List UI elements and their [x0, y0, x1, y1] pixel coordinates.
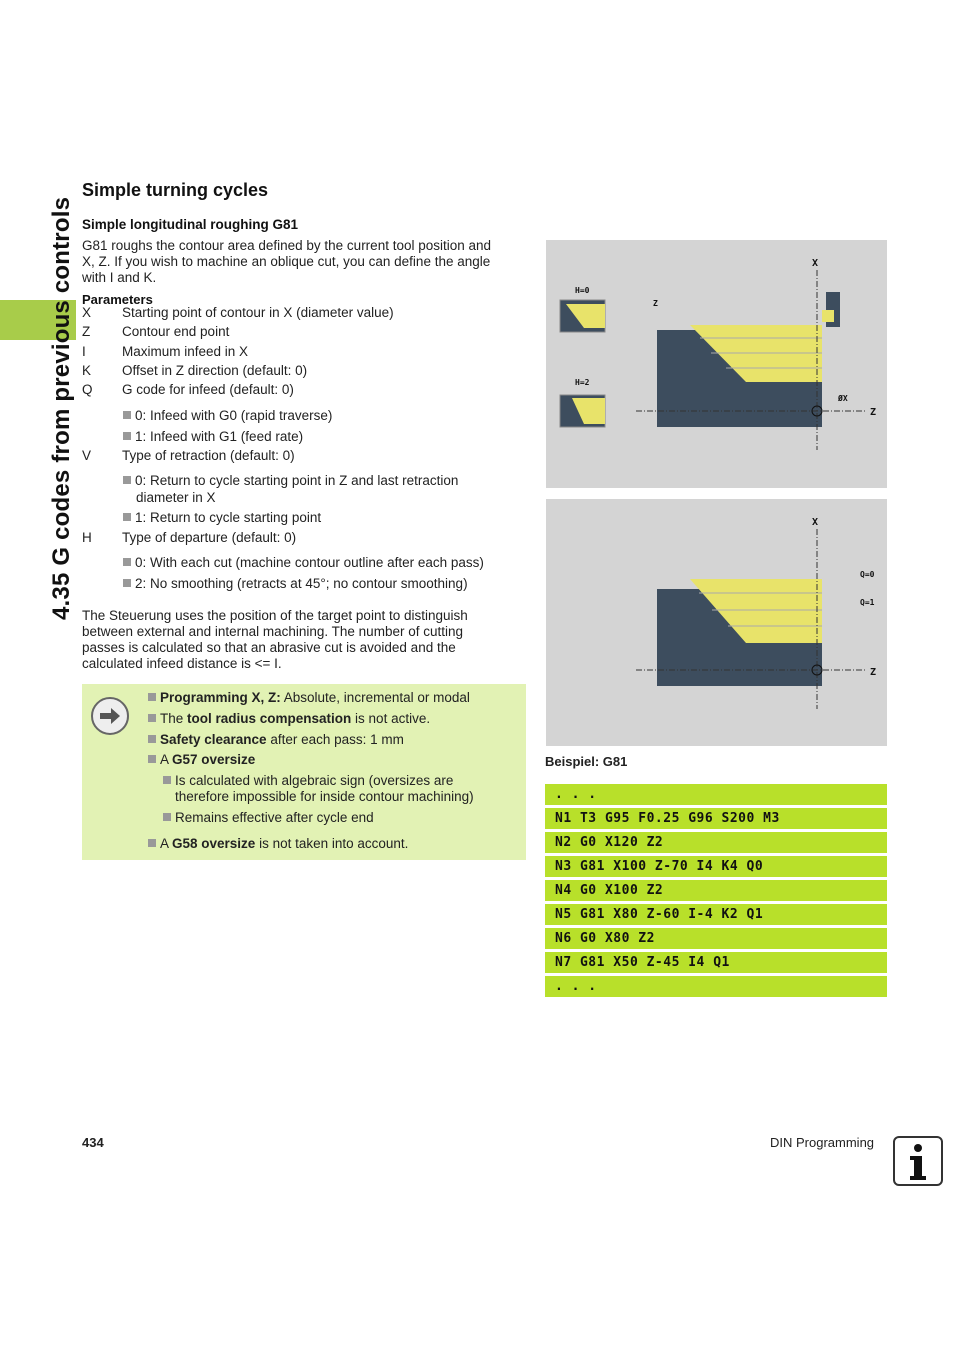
- bullet-square-icon: [123, 558, 131, 566]
- note-text: is not active.: [351, 711, 431, 726]
- code-line: N7 G81 X50 Z-45 I4 Q1: [545, 952, 887, 973]
- subsection-title: Simple longitudinal roughing G81: [82, 217, 298, 232]
- note-text: Absolute, incremental or modal: [280, 690, 470, 705]
- bullet-square-icon: [148, 714, 156, 722]
- note-line-g58: [148, 836, 408, 852]
- footer-section-title: DIN Programming: [770, 1135, 875, 1150]
- code-line: N4 G0 X100 Z2: [545, 880, 887, 901]
- note-bold: G58 oversize: [172, 836, 256, 851]
- info-icon: [893, 1136, 943, 1186]
- note-sub-sign: [163, 773, 453, 789]
- param-text: Contour end point: [122, 324, 230, 339]
- code-line: . . .: [545, 976, 887, 997]
- code-line: . . .: [545, 784, 887, 805]
- bullet-square-icon: [148, 839, 156, 847]
- v-option-1: [123, 510, 321, 526]
- code-line: N6 G0 X80 Z2: [545, 928, 887, 949]
- section-title: Simple turning cycles: [82, 180, 269, 200]
- v-option-0-cont: diameter in X: [136, 490, 216, 505]
- param-key: H: [82, 530, 92, 545]
- param-text: G code for infeed (default: 0): [122, 382, 294, 397]
- note-bold: Programming X, Z:: [160, 690, 281, 705]
- note-text: The: [160, 711, 188, 726]
- bullet-square-icon: [123, 432, 131, 440]
- intro-line: X, Z. If you wish to machine an oblique cut, you can define the angle: [82, 254, 491, 269]
- param-key: K: [82, 363, 92, 378]
- label-x-axis: X: [812, 258, 819, 269]
- code-line: N2 G0 X120 Z2: [545, 832, 887, 853]
- arrow-right-icon: [91, 697, 129, 735]
- param-text: Offset in Z direction (default: 0): [122, 363, 308, 378]
- bullet-square-icon: [163, 776, 171, 784]
- param-text: Starting point of contour in X (diameter value): [122, 305, 394, 320]
- example-label: Beispiel: G81: [545, 754, 628, 769]
- body-line: between external and internal machining. The number of cutting: [82, 624, 463, 639]
- bullet-square-icon: [123, 579, 131, 587]
- figure-g81-infeed: [546, 499, 887, 746]
- note-sub-sign-cont: therefore impossible for inside contour machining): [175, 789, 474, 804]
- label-q0: Q=0: [860, 570, 875, 579]
- note-bold: G57 oversize: [172, 752, 256, 767]
- note-text: A: [160, 836, 173, 851]
- label-x-axis: X: [812, 517, 819, 528]
- param-text: Type of retraction (default: 0): [122, 448, 295, 463]
- code-line: N3 G81 X100 Z-70 I4 K4 Q0: [545, 856, 887, 877]
- bullet-square-icon: [148, 735, 156, 743]
- bullet-square-icon: [123, 411, 131, 419]
- h-option-0: [123, 555, 484, 571]
- option-text: 1: Infeed with G1 (feed rate): [135, 429, 304, 444]
- note-line-radius: [148, 711, 430, 727]
- option-text: 2: No smoothing (retracts at 45°; no contour smoothing): [135, 576, 468, 591]
- option-text: 0: Infeed with G0 (rapid traverse): [135, 408, 333, 423]
- q-option-0: [123, 408, 332, 424]
- bullet-square-icon: [163, 813, 171, 821]
- body-line: passes is calculated so that an abrasive cut is avoided and the: [82, 640, 456, 655]
- tool-insert: [822, 310, 834, 322]
- side-chapter-title: 4.35 G codes from previous controls: [48, 196, 75, 620]
- bullet-square-icon: [148, 693, 156, 701]
- parameters-label: Parameters: [82, 292, 153, 307]
- param-key: Q: [82, 382, 93, 397]
- code-line: N1 T3 G95 F0.25 G96 S200 M3: [545, 808, 887, 829]
- label-z-axis: Z: [870, 407, 877, 418]
- param-key: Z: [82, 324, 91, 339]
- label-z-dim: Z: [653, 299, 658, 308]
- note-sub-effective: [163, 810, 374, 826]
- label-q1: Q=1: [860, 598, 875, 607]
- param-text: Maximum infeed in X: [122, 344, 249, 359]
- label-h0: H=0: [575, 286, 590, 295]
- param-text: Type of departure (default: 0): [122, 530, 297, 545]
- param-key: I: [82, 344, 86, 359]
- bullet-square-icon: [123, 513, 131, 521]
- body-line: calculated infeed distance is <= I.: [82, 656, 282, 671]
- body-line: The Steuerung uses the position of the target point to distinguish: [82, 608, 468, 623]
- intro-line: with I and K.: [82, 270, 157, 285]
- param-key: X: [82, 305, 92, 320]
- label-dx-dim: ØX: [838, 394, 848, 403]
- note-line-programming: [148, 690, 470, 706]
- code-line: N5 G81 X80 Z-60 I-4 K2 Q1: [545, 904, 887, 925]
- note-bold: Safety clearance: [160, 732, 267, 747]
- note-line-clearance: [148, 732, 404, 748]
- body-paragraph: [82, 608, 532, 672]
- note-text: A: [160, 752, 173, 767]
- option-text: 1: Return to cycle starting point: [135, 510, 322, 525]
- figure-g81-departure-drawing: [546, 240, 887, 488]
- param-key: V: [82, 448, 92, 463]
- page-number: 434: [82, 1135, 104, 1150]
- note-line-g57: [148, 752, 255, 768]
- note-text: is not taken into account.: [255, 836, 409, 851]
- option-text: 0: Return to cycle starting point in Z and last retraction: [135, 473, 459, 488]
- note-text: Is calculated with algebraic sign (oversizes are: [175, 773, 454, 788]
- label-z-axis: Z: [870, 667, 877, 678]
- note-box: [82, 684, 526, 860]
- figure-g81-infeed-drawing: [546, 499, 887, 746]
- option-text: 0: With each cut (machine contour outline after each pass): [135, 555, 484, 570]
- intro-paragraph: [82, 238, 532, 286]
- h-option-2: [123, 576, 468, 592]
- figure-g81-departure: [546, 240, 887, 488]
- bullet-square-icon: [148, 755, 156, 763]
- note-bold: tool radius compensation: [187, 711, 352, 726]
- note-text: Remains effective after cycle end: [175, 810, 374, 825]
- bullet-square-icon: [123, 476, 131, 484]
- q-option-1: [123, 429, 303, 445]
- label-h2: H=2: [575, 378, 590, 387]
- note-text: after each pass: 1 mm: [266, 732, 404, 747]
- intro-line: G81 roughs the contour area defined by the current tool position and: [82, 238, 492, 253]
- v-option-0: [123, 473, 458, 489]
